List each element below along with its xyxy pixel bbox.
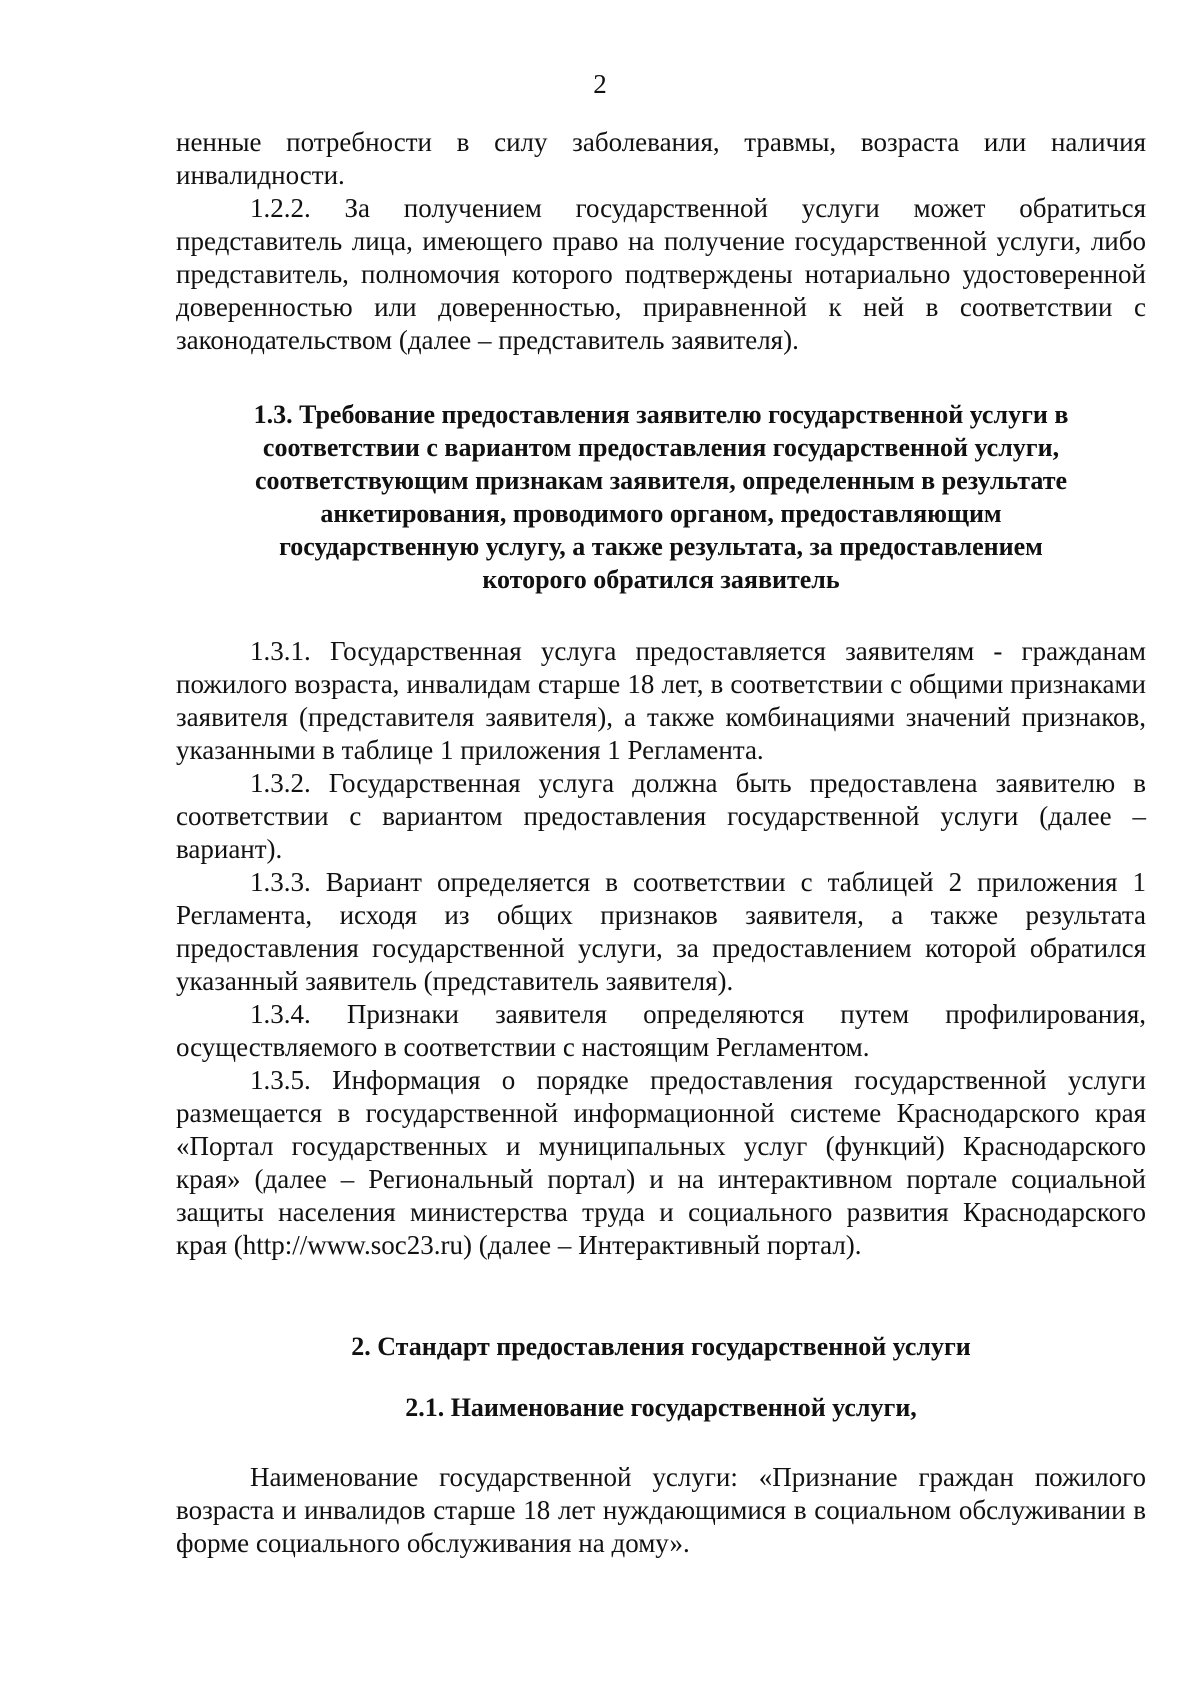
section-heading-2: 2. Стандарт предоставления государственной услуги: [351, 1332, 971, 1361]
paragraph-1-3-5: 1.3.5. Информация о порядке предоставления государственной услуги размещается в государственной информационной системе Краснодарского края «Портал государственных и муниципальных услуг (функций) Краснодарского края» (далее – Региональный портал) и на интерактивном портале социальной защиты населения министерства труда и социального развития Краснодарского края (http://www.soc23.ru) (далее – Интерактивный портал).: [176, 1065, 1146, 1260]
paragraph-1-2-2: 1.2.2. За получением государственной услуги может обратиться представитель лица, имеющего право на получение государственной услуги, либо представитель, полномочия которого подтверждены нотариально удостоверенной доверенностью или доверенностью, приравненной к ней в соответствии с законодательством (далее – представитель заявителя).: [176, 193, 1146, 355]
paragraph-1-3-3: 1.3.3. Вариант определяется в соответствии с таблицей 2 приложения 1 Регламента, исходя из общих признаков заявителя, а также результата предоставления государственной услуги, за предоставлением которой обратился указанный заявитель (представитель заявителя).: [176, 867, 1146, 996]
paragraph-2-1: Наименование государственной услуги: «Признание граждан пожилого возраста и инвалидов старше 18 лет нуждающимися в социальном обслуживании в форме социального обслуживания на дому».: [176, 1462, 1146, 1558]
paragraph-1-3-4: 1.3.4. Признаки заявителя определяются путем профилирования, осуществляемого в соответствии с настоящим Регламентом.: [176, 999, 1146, 1062]
section-heading-1-3: 1.3. Требование предоставления заявителю государственной услуги в соответствии с вариантом предоставления государственной услуги, соответствующим признакам заявителя, определенным в результате анкетирования, проводимого органом, предоставляющим государственную услугу, а также результата, за предоставлением которого обратился заявитель: [253, 400, 1069, 594]
page-number: 2: [593, 69, 607, 99]
paragraph-continuation: ненные потребности в силу заболевания, травмы, возраста или наличия инвалидности.: [176, 127, 1146, 190]
document-body: [176, 126, 1146, 1560]
paragraph-1-3-2: 1.3.2. Государственная услуга должна быть предоставлена заявителю в соответствии с вариантом предоставления государственной услуги (далее – вариант).: [176, 768, 1146, 864]
paragraph-1-3-1: 1.3.1. Государственная услуга предоставляется заявителям - гражданам пожилого возраста, инвалидам старше 18 лет, в соответствии с общими признаками заявителя (представителя заявителя), а также комбинациями значений признаков, указанными в таблице 1 приложения 1 Регламента.: [176, 636, 1146, 765]
section-heading-2-1: 2.1. Наименование государственной услуги,: [405, 1393, 917, 1422]
